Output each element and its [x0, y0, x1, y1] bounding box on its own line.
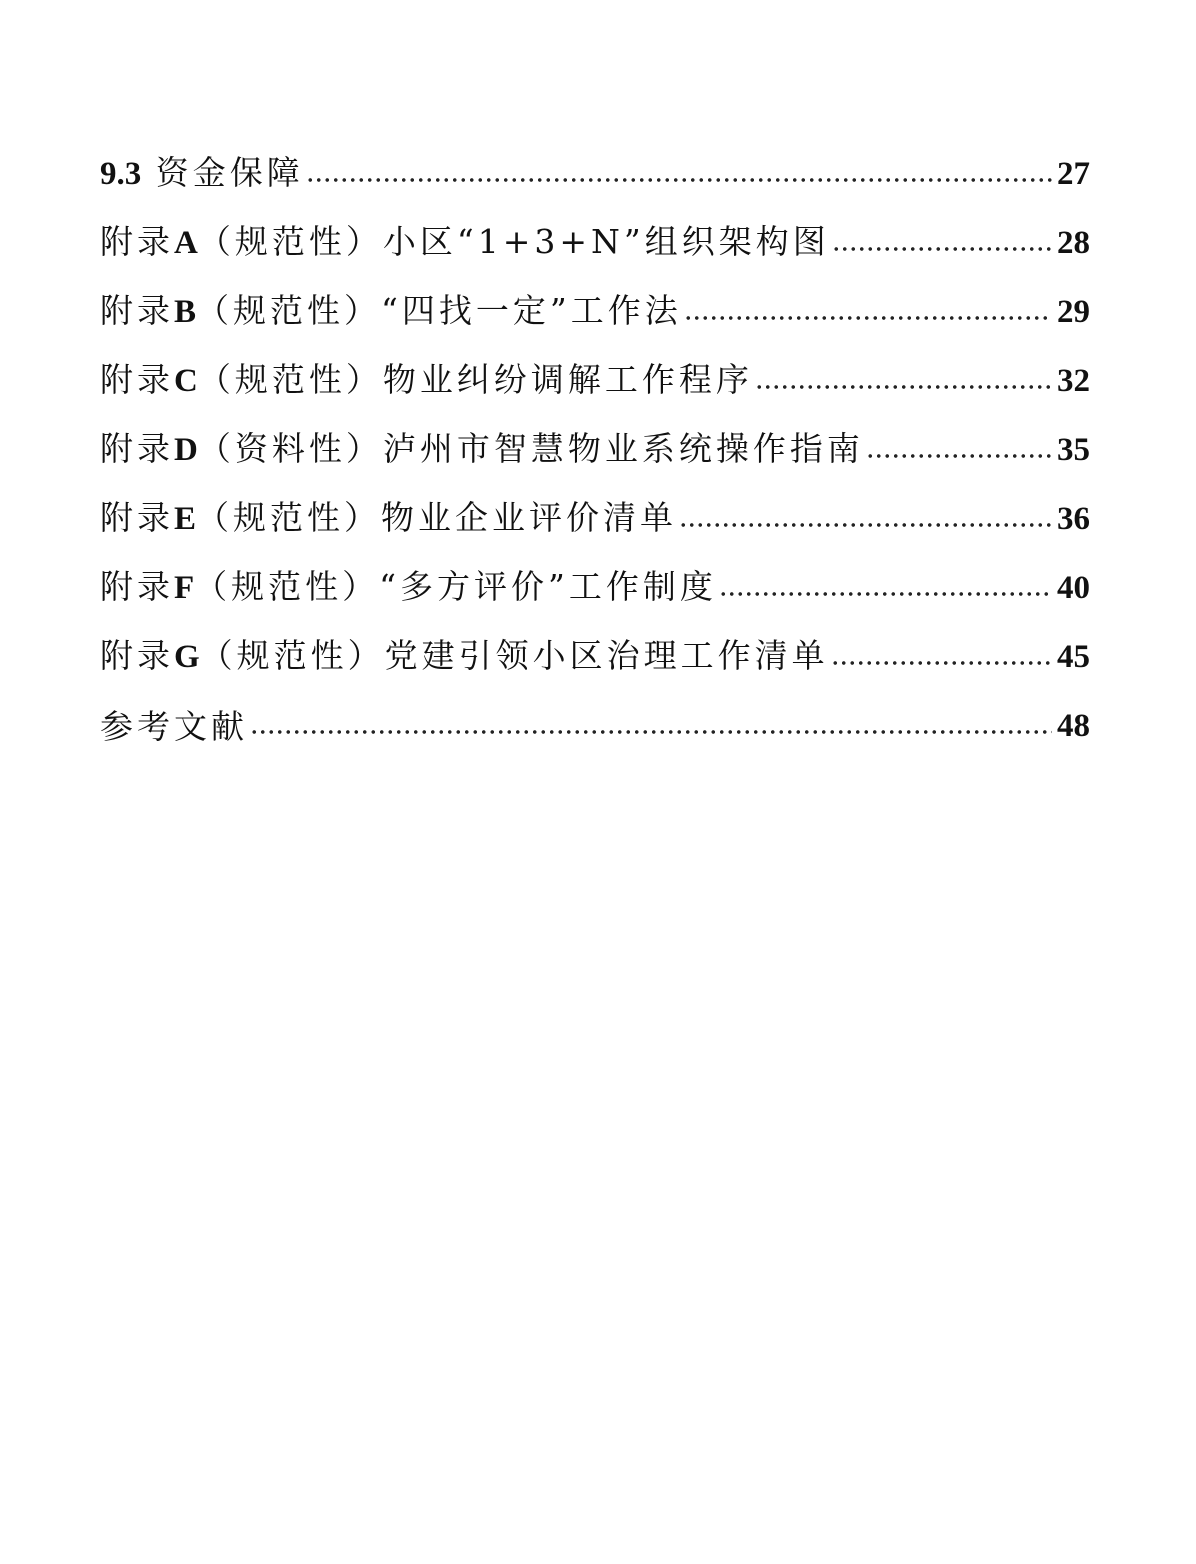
toc-page-number: 28 [1057, 225, 1090, 261]
dot-leader [684, 315, 1052, 321]
toc-title-prefix: 附录 [100, 222, 174, 261]
toc-entry-appendix-d[interactable] [100, 398, 1090, 467]
dot-leader [719, 591, 1052, 597]
dot-leader [831, 660, 1052, 666]
toc-appendix-code: A [174, 225, 198, 261]
toc-title-text: （规范性）小区“1+3+N”组织架构图 [197, 222, 830, 261]
toc-title-prefix: 附录 [100, 567, 174, 606]
toc-title-text: （规范性）“四找一定”工作法 [196, 291, 682, 330]
dot-leader [250, 729, 1052, 735]
toc-appendix-code: D [174, 432, 198, 468]
toc-section-number: 9.3 [100, 156, 142, 192]
toc-entry-appendix-c[interactable] [100, 329, 1090, 398]
toc-entry-title [100, 153, 304, 192]
toc-title-prefix: 附录 [100, 360, 174, 399]
toc-title-text: 资金保障 [141, 153, 304, 192]
toc-title-text: （规范性）党建引领小区治理工作清单 [199, 636, 829, 675]
toc-appendix-code: G [174, 639, 200, 675]
toc-entry-title [100, 429, 864, 468]
toc-appendix-code: F [174, 570, 195, 606]
toc-entry-title [100, 707, 248, 746]
toc-title-text: （规范性）物业企业评价清单 [196, 498, 678, 537]
dot-leader [755, 384, 1052, 390]
toc-entry-title [100, 222, 830, 261]
toc-page-number: 48 [1057, 708, 1090, 744]
toc-title-prefix: 附录 [100, 636, 174, 675]
toc-title-prefix: 附录 [100, 291, 174, 330]
toc-title-text: （规范性）“多方评价”工作制度 [194, 567, 717, 606]
toc-page-number: 36 [1057, 501, 1090, 537]
toc-entry-title [100, 636, 829, 675]
dot-leader [866, 453, 1052, 459]
toc-title-text: 参考文献 [100, 707, 248, 746]
toc-entry-title [100, 291, 682, 330]
toc-title-text: （资料性）泸州市智慧物业系统操作指南 [197, 429, 864, 468]
toc-entry-appendix-a[interactable] [100, 191, 1090, 260]
toc-entry-title [100, 498, 678, 537]
toc-title-text: （规范性）物业纠纷调解工作程序 [197, 360, 753, 399]
toc-page-number: 45 [1057, 639, 1090, 675]
toc-page-number: 40 [1057, 570, 1090, 606]
toc-entry-references[interactable] [100, 674, 1090, 746]
toc-entry-9-3[interactable] [100, 122, 1090, 191]
toc-entry-appendix-e[interactable] [100, 467, 1090, 536]
dot-leader [306, 177, 1052, 183]
toc-page-number: 27 [1057, 156, 1090, 192]
toc-appendix-code: C [174, 363, 198, 399]
toc-appendix-code: B [174, 294, 197, 330]
toc-title-prefix: 附录 [100, 429, 174, 468]
dot-leader [832, 246, 1052, 252]
toc-page-number: 29 [1057, 294, 1090, 330]
toc-appendix-code: E [174, 501, 197, 537]
dot-leader [679, 522, 1052, 528]
toc-entry-appendix-f[interactable] [100, 536, 1090, 605]
toc-title-prefix: 附录 [100, 498, 174, 537]
toc-entry-appendix-b[interactable] [100, 260, 1090, 329]
table-of-contents [100, 122, 1090, 746]
toc-entry-title [100, 567, 717, 606]
toc-page-number: 32 [1057, 363, 1090, 399]
toc-page-number: 35 [1057, 432, 1090, 468]
toc-entry-appendix-g[interactable] [100, 605, 1090, 674]
toc-entry-title [100, 360, 753, 399]
